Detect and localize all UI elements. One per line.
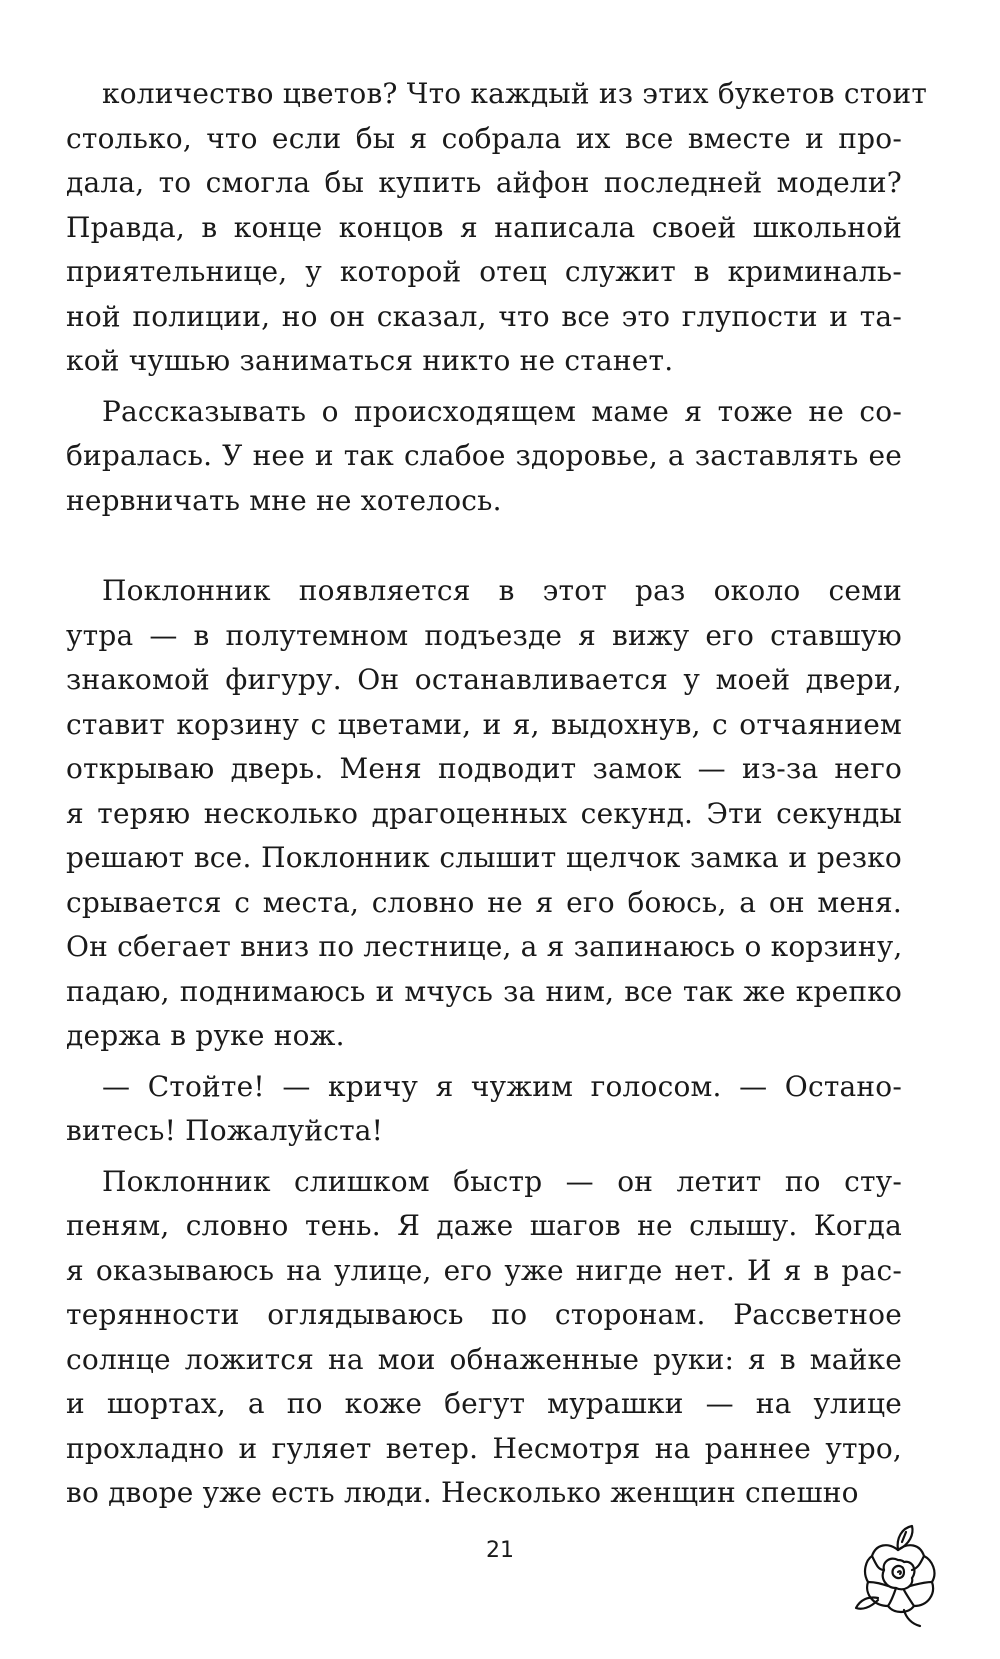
- text-line: утра — в полутемном подъезде я вижу его ставшую: [66, 618, 902, 652]
- paragraph: [66, 569, 902, 1059]
- text-line: ставит корзину с цветами, и я, выдохнув, с отчаянием: [66, 707, 902, 741]
- text-line: я оказываюсь на улице, его уже нигде нет. И я в рас-: [66, 1253, 902, 1287]
- text-line: Правда, в конце концов я написала своей школьной: [66, 210, 902, 244]
- text-line: пеням, словно тень. Я даже шагов не слышу. Когда: [66, 1209, 902, 1242]
- text-line: биралась. У нее и так слабое здоровье, а заставлять ее: [66, 439, 902, 472]
- text-line: терянности оглядываюсь по сторонам. Рассветное: [66, 1298, 902, 1331]
- text-line: Поклонник появляется в этот раз около семи: [102, 574, 902, 607]
- paragraph: [66, 1065, 902, 1154]
- text-line: приятельнице, у которой отец служит в криминаль-: [66, 255, 902, 288]
- text-line: держа в руке нож.: [66, 1019, 345, 1052]
- text-line: кой чушью заниматься никто не станет.: [66, 344, 674, 377]
- text-line: Рассказывать о происходящем маме я тоже не со-: [102, 394, 902, 428]
- text-line: витесь! Пожалуйста!: [66, 1114, 384, 1147]
- text-line: количество цветов? Что каждый из этих букетов стоит: [102, 77, 928, 110]
- paragraph: [66, 1160, 902, 1516]
- text-line: дала, то смогла бы купить айфон последней модели?: [66, 166, 902, 199]
- text-line: срывается с места, словно не я его боюсь, а он меня.: [66, 885, 902, 919]
- text-line: открываю дверь. Меня подводит замок — из-за него: [66, 752, 902, 785]
- paragraph: [66, 72, 928, 384]
- text-line: нервничать мне не хотелось.: [66, 483, 502, 517]
- text-block-2: [66, 569, 902, 1516]
- text-line: и шортах, а по коже бегут мурашки — на улице: [66, 1387, 902, 1420]
- page-number: 21: [486, 1538, 514, 1563]
- text-block-1: [66, 72, 928, 523]
- text-line: я теряю несколько драгоценных секунд. Эти секунды: [66, 796, 902, 830]
- text-line: столько, что если бы я собрала их все вместе и про-: [66, 121, 902, 155]
- text-line: во дворе уже есть люди. Несколько женщин спешно: [66, 1476, 859, 1509]
- rose-ornament-icon: [848, 1520, 948, 1630]
- text-line: — Стойте! — кричу я чужим голосом. — Остано-: [102, 1069, 902, 1103]
- text-line: падаю, поднимаюсь и мчусь за ним, все так же крепко: [66, 974, 902, 1008]
- text-line: решают все. Поклонник слышит щелчок замка и резко: [66, 841, 902, 874]
- text-line: ной полиции, но он сказал, что все это глупости и та-: [66, 299, 902, 333]
- text-line: солнце ложится на мои обнаженные руки: я в майке: [66, 1342, 902, 1376]
- text-line: прохладно и гуляет ветер. Несмотря на раннее утро,: [66, 1431, 902, 1465]
- text-line: знакомой фигуру. Он останавливается у моей двери,: [66, 663, 902, 696]
- text-line: Он сбегает вниз по лестнице, а я запинаюсь о корзину,: [66, 930, 903, 963]
- page-body: [66, 72, 928, 1522]
- text-line: Поклонник слишком быстр — он летит по сту-: [102, 1164, 902, 1198]
- section-break: [66, 529, 902, 569]
- paragraph: [66, 390, 902, 524]
